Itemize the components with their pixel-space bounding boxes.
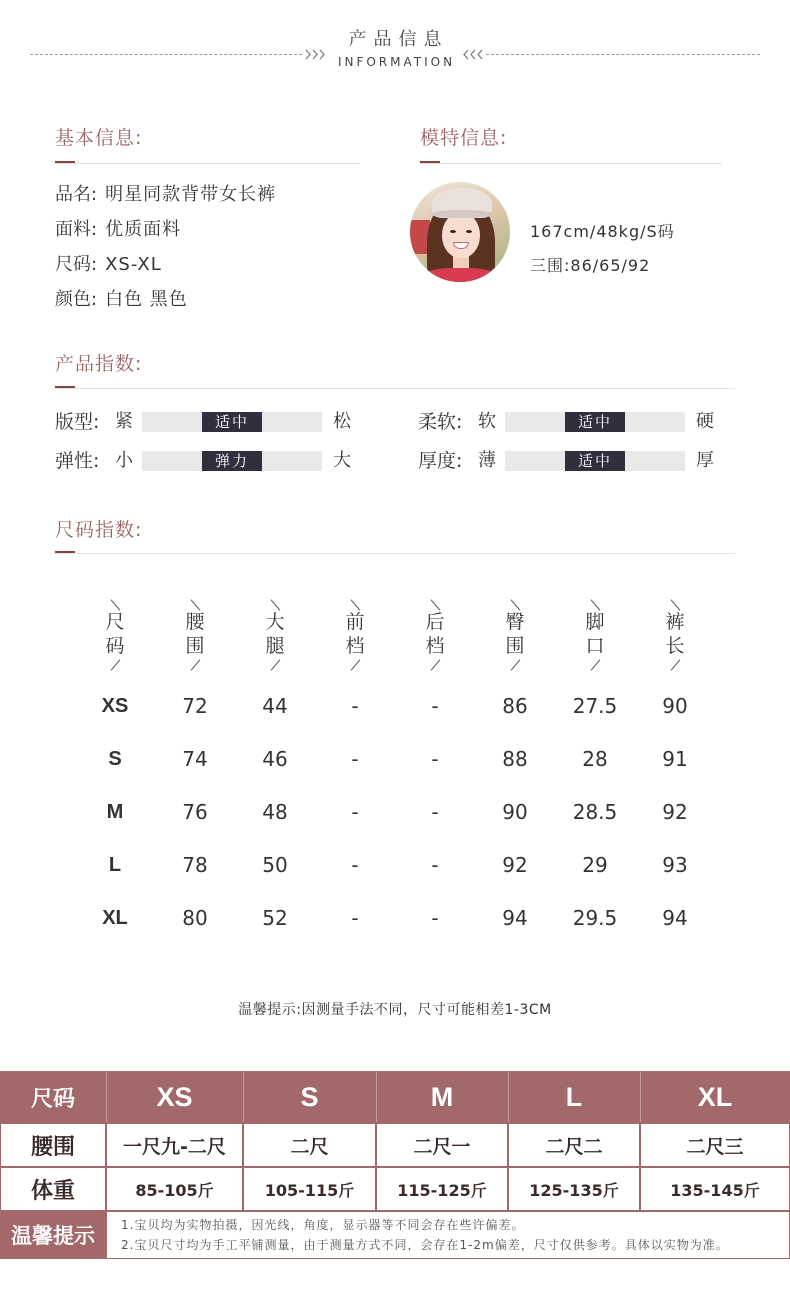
index-track xyxy=(505,412,685,432)
index-label: 弹性: xyxy=(55,450,100,472)
table-cell: 90 xyxy=(502,800,528,824)
section-accent-bar xyxy=(420,161,440,163)
info-value: 白色 黑色 xyxy=(105,289,188,310)
basic-info-list xyxy=(55,177,276,317)
index-item xyxy=(418,409,718,435)
model-photo xyxy=(410,182,510,282)
size-chart-size-header: XL xyxy=(641,1072,789,1122)
index-item xyxy=(55,409,355,435)
column-header-label: 裤长 xyxy=(665,611,685,657)
table-cell: - xyxy=(431,800,439,824)
tips-label: 温馨提示 xyxy=(1,1212,105,1258)
table-cell: 92 xyxy=(502,853,528,877)
table-cell: 46 xyxy=(262,747,288,771)
tip-line: 1.宝贝均为实物拍摄，因光线，角度，显示器等不同会存在些许偏差。 xyxy=(121,1218,525,1232)
measurement-note: 温馨提示:因测量手法不同，尺寸可能相差1-3CM xyxy=(238,1002,552,1018)
table-cell: 94 xyxy=(502,906,528,930)
size-chart-row-label: 腰围 xyxy=(1,1124,105,1166)
table-cell: 52 xyxy=(262,906,288,930)
model-stats: 167cm/48kg/S码 xyxy=(530,222,675,241)
index-track xyxy=(142,451,322,471)
photo-cap-brim xyxy=(430,210,494,218)
column-header-label: 臀围 xyxy=(505,611,525,657)
size-table-header xyxy=(75,596,715,672)
size-chart-cell: 二尺 xyxy=(244,1124,375,1166)
section-divider xyxy=(55,163,360,164)
size-chart-cell: 二尺三 xyxy=(641,1124,789,1166)
table-cell: - xyxy=(431,853,439,877)
size-chart-cell: 125-135斤 xyxy=(509,1168,639,1210)
column-header xyxy=(75,596,155,672)
info-label: 面料: xyxy=(55,219,98,240)
index-label: 柔软: xyxy=(418,411,463,433)
table-cell: - xyxy=(431,906,439,930)
slash-mark-top xyxy=(511,599,521,610)
table-cell: - xyxy=(351,800,359,824)
index-low-label: 紧 xyxy=(115,411,133,432)
table-cell: 27.5 xyxy=(572,694,618,718)
column-header xyxy=(155,596,235,672)
table-row xyxy=(75,733,715,786)
table-row xyxy=(75,839,715,892)
table-cell: 29 xyxy=(582,853,608,877)
table-row xyxy=(75,680,715,733)
size-label: L xyxy=(108,854,122,876)
section-divider xyxy=(55,553,735,554)
slash-mark-bottom xyxy=(351,659,361,670)
model-measurements: 三围:86/65/92 xyxy=(530,256,651,275)
table-cell: 94 xyxy=(662,906,688,930)
section-divider xyxy=(55,388,735,389)
column-header xyxy=(315,596,395,672)
table-cell: 76 xyxy=(182,800,208,824)
index-track xyxy=(505,451,685,471)
info-row xyxy=(55,212,276,247)
header-divider-right xyxy=(486,54,760,55)
size-label: M xyxy=(106,801,124,823)
index-marker: 适中 xyxy=(565,451,625,471)
size-chart-cell: 115-125斤 xyxy=(377,1168,507,1210)
index-high-label: 硬 xyxy=(696,411,714,432)
table-cell: 78 xyxy=(182,853,208,877)
table-cell: 29.5 xyxy=(572,906,618,930)
photo-face xyxy=(442,212,480,258)
slash-mark-top xyxy=(431,599,441,610)
photo-eye xyxy=(450,230,456,233)
size-chart-size-header: XS xyxy=(107,1072,242,1122)
size-chart-corner: 尺码 xyxy=(1,1072,105,1122)
table-cell: 50 xyxy=(262,853,288,877)
slash-mark-top xyxy=(271,599,281,610)
slash-mark-top xyxy=(591,599,601,610)
index-low-label: 小 xyxy=(115,450,133,471)
table-cell: 86 xyxy=(502,694,528,718)
page-title: 产品信息 xyxy=(348,29,449,50)
index-high-label: 松 xyxy=(333,411,351,432)
table-cell: 72 xyxy=(182,694,208,718)
column-header-label: 尺码 xyxy=(105,611,125,657)
tip-line: 2.宝贝尺寸均为手工平铺测量，由于测量方式不同，会存在1-2m偏差，尺寸仅供参考。具体以实物为准。 xyxy=(121,1238,729,1252)
table-cell: 93 xyxy=(662,853,688,877)
size-chart-cell: 一尺九-二尺 xyxy=(107,1124,242,1166)
info-label: 尺码: xyxy=(55,254,98,275)
column-header-label: 腰围 xyxy=(185,611,205,657)
slash-mark-bottom xyxy=(671,659,681,670)
slash-mark-top xyxy=(671,599,681,610)
section-accent-bar xyxy=(55,161,75,163)
size-index-title: 尺码指数: xyxy=(55,519,143,541)
size-chart-size-header: L xyxy=(509,1072,639,1122)
info-label: 品名: xyxy=(55,184,98,205)
slash-mark-bottom xyxy=(431,659,441,670)
size-chart-table xyxy=(0,1071,790,1259)
table-cell: 44 xyxy=(262,694,288,718)
slash-mark-top xyxy=(351,599,361,610)
index-marker: 适中 xyxy=(565,412,625,432)
column-header-label: 后档 xyxy=(425,611,445,657)
size-chart-cell: 135-145斤 xyxy=(641,1168,789,1210)
index-marker: 适中 xyxy=(202,412,262,432)
size-label: XS xyxy=(101,695,129,717)
info-value: XS-XL xyxy=(105,254,162,275)
column-header xyxy=(635,596,715,672)
slash-mark-top xyxy=(111,599,121,610)
index-item xyxy=(55,448,355,474)
table-cell: - xyxy=(351,694,359,718)
size-table-body xyxy=(75,680,715,945)
column-header xyxy=(395,596,475,672)
table-cell: 74 xyxy=(182,747,208,771)
table-cell: 28.5 xyxy=(572,800,618,824)
info-row xyxy=(55,177,276,212)
index-label: 版型: xyxy=(55,411,100,433)
info-value: 优质面料 xyxy=(105,219,182,240)
product-index-title: 产品指数: xyxy=(55,353,143,375)
table-cell: - xyxy=(351,747,359,771)
table-cell: - xyxy=(431,694,439,718)
size-chart-size-header: M xyxy=(377,1072,507,1122)
table-cell: - xyxy=(351,906,359,930)
size-chart-cell: 二尺一 xyxy=(377,1124,507,1166)
slash-mark-bottom xyxy=(271,659,281,670)
slash-mark-top xyxy=(191,599,201,610)
table-cell: 80 xyxy=(182,906,208,930)
size-chart-cell: 二尺二 xyxy=(509,1124,639,1166)
slash-mark-bottom xyxy=(191,659,201,670)
photo-eye xyxy=(466,230,472,233)
table-cell: 92 xyxy=(662,800,688,824)
index-low-label: 薄 xyxy=(478,450,496,471)
page-subtitle: INFORMATION xyxy=(337,55,456,69)
size-chart-cell: 105-115斤 xyxy=(244,1168,375,1210)
tips-content xyxy=(107,1212,789,1258)
section-accent-bar xyxy=(55,551,75,553)
column-header-label: 前档 xyxy=(345,611,365,657)
column-header xyxy=(235,596,315,672)
table-cell: 90 xyxy=(662,694,688,718)
size-label: XL xyxy=(102,907,128,929)
section-divider xyxy=(420,163,722,164)
slash-mark-bottom xyxy=(591,659,601,670)
size-chart-cell: 85-105斤 xyxy=(107,1168,242,1210)
index-item xyxy=(418,448,718,474)
model-info-title: 模特信息: xyxy=(420,127,508,149)
column-header xyxy=(555,596,635,672)
chevrons-left-icon xyxy=(461,49,483,60)
table-row xyxy=(75,892,715,945)
table-cell: 48 xyxy=(262,800,288,824)
table-cell: 91 xyxy=(662,747,688,771)
index-track xyxy=(142,412,322,432)
size-chart-size-header: S xyxy=(244,1072,375,1122)
table-cell: - xyxy=(431,747,439,771)
slash-mark-bottom xyxy=(111,659,121,670)
size-chart-row-label: 体重 xyxy=(1,1168,105,1210)
info-row xyxy=(55,282,276,317)
index-marker: 弹力 xyxy=(202,451,262,471)
table-cell: - xyxy=(351,853,359,877)
slash-mark-bottom xyxy=(511,659,521,670)
size-index-table xyxy=(75,596,715,945)
index-low-label: 软 xyxy=(478,411,496,432)
column-header-label: 大腿 xyxy=(265,611,285,657)
table-cell: 88 xyxy=(502,747,528,771)
size-label: S xyxy=(108,748,122,770)
photo-shirt xyxy=(418,268,502,282)
table-cell: 28 xyxy=(582,747,608,771)
section-accent-bar xyxy=(55,386,75,388)
info-row xyxy=(55,247,276,282)
column-header-label: 脚口 xyxy=(585,611,605,657)
column-header xyxy=(475,596,555,672)
info-value: 明星同款背带女长裤 xyxy=(105,184,277,205)
info-label: 颜色: xyxy=(55,289,98,310)
index-high-label: 厚 xyxy=(696,450,714,471)
table-row xyxy=(75,786,715,839)
basic-info-title: 基本信息: xyxy=(55,127,143,149)
index-high-label: 大 xyxy=(333,450,351,471)
index-label: 厚度: xyxy=(418,450,463,472)
